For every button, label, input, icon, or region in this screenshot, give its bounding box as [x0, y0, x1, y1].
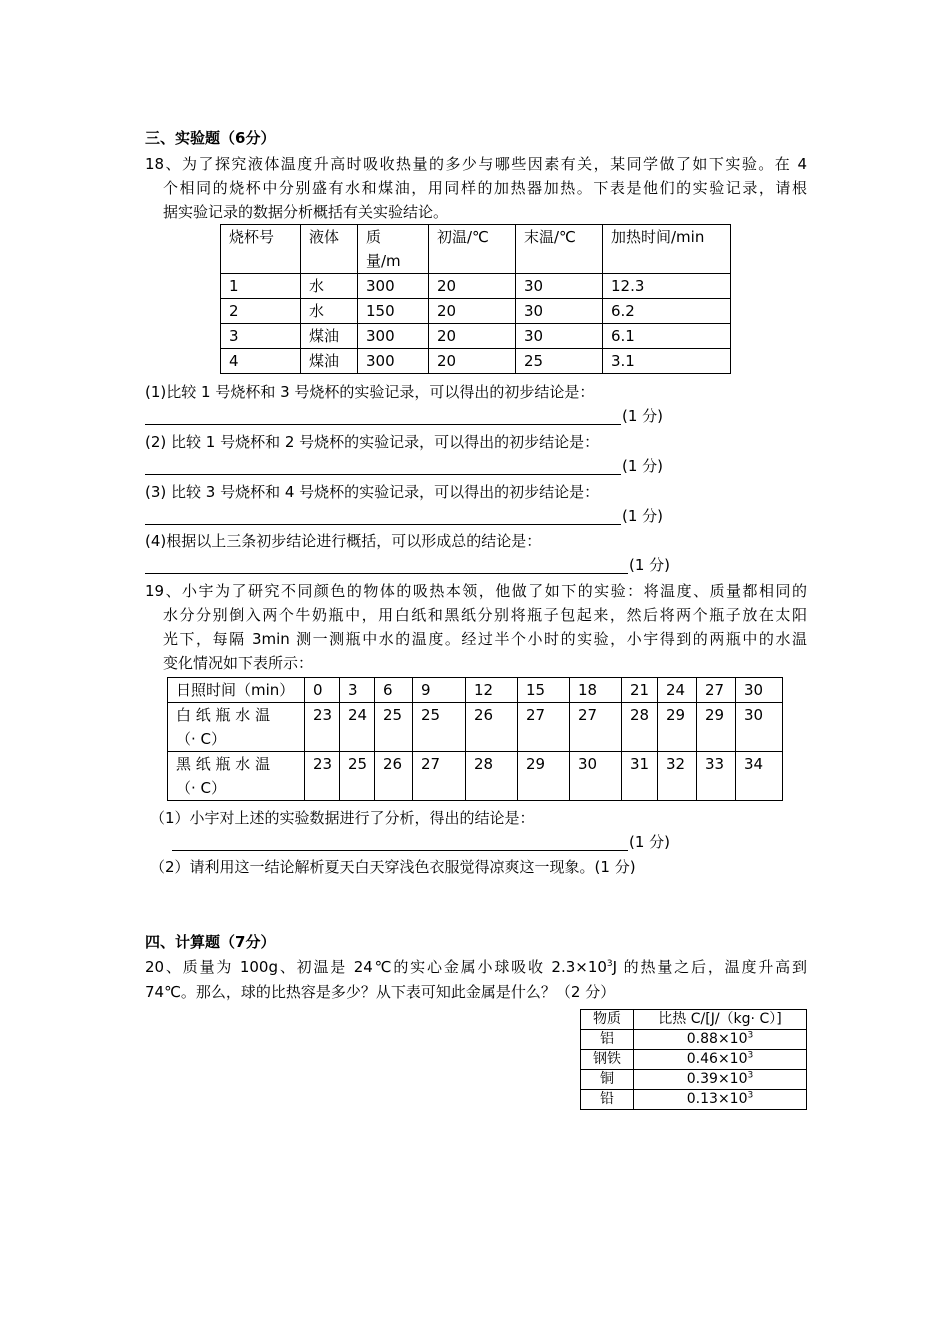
table-row: [221, 274, 731, 299]
cell: 20: [429, 324, 516, 349]
section3-title: 三、实验题（6分）: [145, 129, 276, 147]
q18-line2: 个相同的烧杯中分别盛有水和煤油，用同样的加热器加热。下表是他们的实验记录，请根: [163, 179, 807, 197]
cell: 3: [340, 678, 375, 703]
header-cell: 初温/℃: [429, 225, 516, 274]
q18-sub4: (4)根据以上三条初步结论进行概括，可以形成总的结论是：: [145, 532, 542, 550]
header-cell: 物质: [581, 1010, 634, 1030]
cell: 23: [305, 703, 340, 752]
q19-line4: 变化情况如下表所示：: [163, 654, 314, 672]
q18-line3: 据实验记录的数据分析概括有关实验结论。: [163, 203, 449, 221]
cell: 铝: [581, 1030, 634, 1050]
cell: 28: [466, 752, 518, 801]
q18-line1: 18、为了探究液体温度升高时吸收热量的多少与哪些因素有关，某同学做了如下实验。在 4: [145, 155, 807, 173]
cell: 铅: [581, 1090, 634, 1110]
cell: 29: [697, 703, 736, 752]
table-row: [581, 1070, 807, 1090]
cell: 27: [518, 703, 570, 752]
q19-sub2: （2）请利用这一结论解析夏天白天穿浅色衣服觉得凉爽这一现象。(1 分): [150, 858, 636, 876]
cell: 21: [622, 678, 658, 703]
cell: 28: [622, 703, 658, 752]
cell: 25: [340, 752, 375, 801]
cell: 4: [221, 349, 301, 374]
cell: 23: [305, 752, 340, 801]
q19-line1: 19、小宇为了研究不同颜色的物体的吸热本领，他做了如下的实验：将温度、质量都相同的: [145, 582, 807, 600]
q19-line2: 水分分别倒入两个牛奶瓶中，用白纸和黑纸分别将瓶子包起来，然后将两个瓶子放在太阳: [163, 606, 807, 624]
q19-score-1: (1 分): [629, 833, 671, 851]
cell: 水: [301, 299, 358, 324]
header-cell: 烧杯号: [221, 225, 301, 274]
table-row: [221, 349, 731, 374]
table-row-black: [168, 752, 783, 801]
cell: 煤油: [301, 349, 358, 374]
q18-score-4: (1 分): [629, 556, 671, 574]
q20-line2: 74℃。那么，球的比热容是多少？从下表可知此金属是什么？（2 分）: [145, 983, 616, 1001]
table-row: [221, 324, 731, 349]
cell: 34: [736, 752, 783, 801]
cell: 29: [658, 703, 697, 752]
cell: 24: [340, 703, 375, 752]
cell: 26: [466, 703, 518, 752]
cell: $0.46\times 10^3$: [634, 1050, 807, 1070]
table-row: [581, 1050, 807, 1070]
cell: 12: [466, 678, 518, 703]
cell: 32: [658, 752, 697, 801]
cell: 26: [375, 752, 413, 801]
cell: 300: [358, 324, 429, 349]
cell: 29: [518, 752, 570, 801]
q19-table: [167, 677, 783, 801]
cell: 25: [375, 703, 413, 752]
cell: $0.13\times 10^3$: [634, 1090, 807, 1110]
cell: 2: [221, 299, 301, 324]
cell: 铜: [581, 1070, 634, 1090]
q19-line3: 光下，每隔 3min 测一测瓶中水的温度。经过半个小时的实验，小宇得到的两瓶中的水温: [163, 630, 807, 648]
cell: 30: [570, 752, 622, 801]
cell: 20: [429, 274, 516, 299]
header-cell: 末温/℃: [516, 225, 603, 274]
cell: 0: [305, 678, 340, 703]
header-cell: 比热 C/[J/（kg· C）]: [634, 1010, 807, 1030]
cell: 煤油: [301, 324, 358, 349]
cell: 水: [301, 274, 358, 299]
cell: 30: [736, 678, 783, 703]
table-row-white: [168, 703, 783, 752]
table-header-row: [221, 225, 731, 274]
table-row: [581, 1090, 807, 1110]
cell: 30: [516, 324, 603, 349]
cell: 150: [358, 299, 429, 324]
q20-line1: 20、质量为 100g、初温是 24℃的实心金属小球吸收 $2.3\times 10^3J$ 的热量之后，温度升高到: [145, 958, 807, 976]
cell: 25: [516, 349, 603, 374]
table-row: [581, 1030, 807, 1050]
q18-table: [220, 224, 731, 374]
header-cell: 质 量/m: [358, 225, 429, 274]
cell: 30: [736, 703, 783, 752]
cell: 25: [413, 703, 466, 752]
table-header-row: [581, 1010, 807, 1030]
q18-sub2: (2) 比较 1 号烧杯和 2 号烧杯的实验记录，可以得出的初步结论是：: [145, 433, 600, 451]
q18-score-1: (1 分): [622, 407, 664, 425]
table-row-time: [168, 678, 783, 703]
cell: 33: [697, 752, 736, 801]
q19-sub1: （1）小宇对上述的实验数据进行了分析，得出的结论是：: [150, 809, 535, 827]
cell: 24: [658, 678, 697, 703]
q18-score-3: (1 分): [622, 507, 664, 525]
q18-answer-blank-3[interactable]: [145, 505, 621, 525]
cell: 31: [622, 752, 658, 801]
section4-title: 四、计算题（7分）: [145, 933, 276, 951]
row-label: 日照时间（min）: [168, 678, 305, 703]
header-cell: 液体: [301, 225, 358, 274]
cell: 15: [518, 678, 570, 703]
cell: 6: [375, 678, 413, 703]
cell: 钢铁: [581, 1050, 634, 1070]
cell: 20: [429, 349, 516, 374]
q18-answer-blank-4[interactable]: [145, 554, 628, 574]
q18-score-2: (1 分): [622, 457, 664, 475]
cell: 3: [221, 324, 301, 349]
cell: 1: [221, 274, 301, 299]
cell: 9: [413, 678, 466, 703]
cell: 30: [516, 299, 603, 324]
cell: 300: [358, 349, 429, 374]
cell: 6.1: [603, 324, 731, 349]
row-label: 黑 纸 瓶 水 温 （· C）: [168, 752, 305, 801]
q18-answer-blank-2[interactable]: [145, 455, 621, 475]
row-label: 白 纸 瓶 水 温 （· C）: [168, 703, 305, 752]
cell: 20: [429, 299, 516, 324]
q18-sub1: (1)比较 1 号烧杯和 3 号烧杯的实验记录，可以得出的初步结论是：: [145, 383, 595, 401]
cell: 27: [697, 678, 736, 703]
cell: 3.1: [603, 349, 731, 374]
q18-sub3: (3) 比较 3 号烧杯和 4 号烧杯的实验记录，可以得出的初步结论是：: [145, 483, 600, 501]
cell: 6.2: [603, 299, 731, 324]
cell: 27: [413, 752, 466, 801]
q20-table: [580, 1009, 807, 1110]
cell: $0.39\times 10^3$: [634, 1070, 807, 1090]
cell: 30: [516, 274, 603, 299]
cell: 12.3: [603, 274, 731, 299]
header-cell: 加热时间/min: [603, 225, 731, 274]
cell: $0.88\times 10^3$: [634, 1030, 807, 1050]
cell: 27: [570, 703, 622, 752]
cell: 18: [570, 678, 622, 703]
q18-answer-blank-1[interactable]: [145, 405, 621, 425]
cell: 300: [358, 274, 429, 299]
q19-answer-blank-1[interactable]: [172, 831, 628, 851]
table-row: [221, 299, 731, 324]
